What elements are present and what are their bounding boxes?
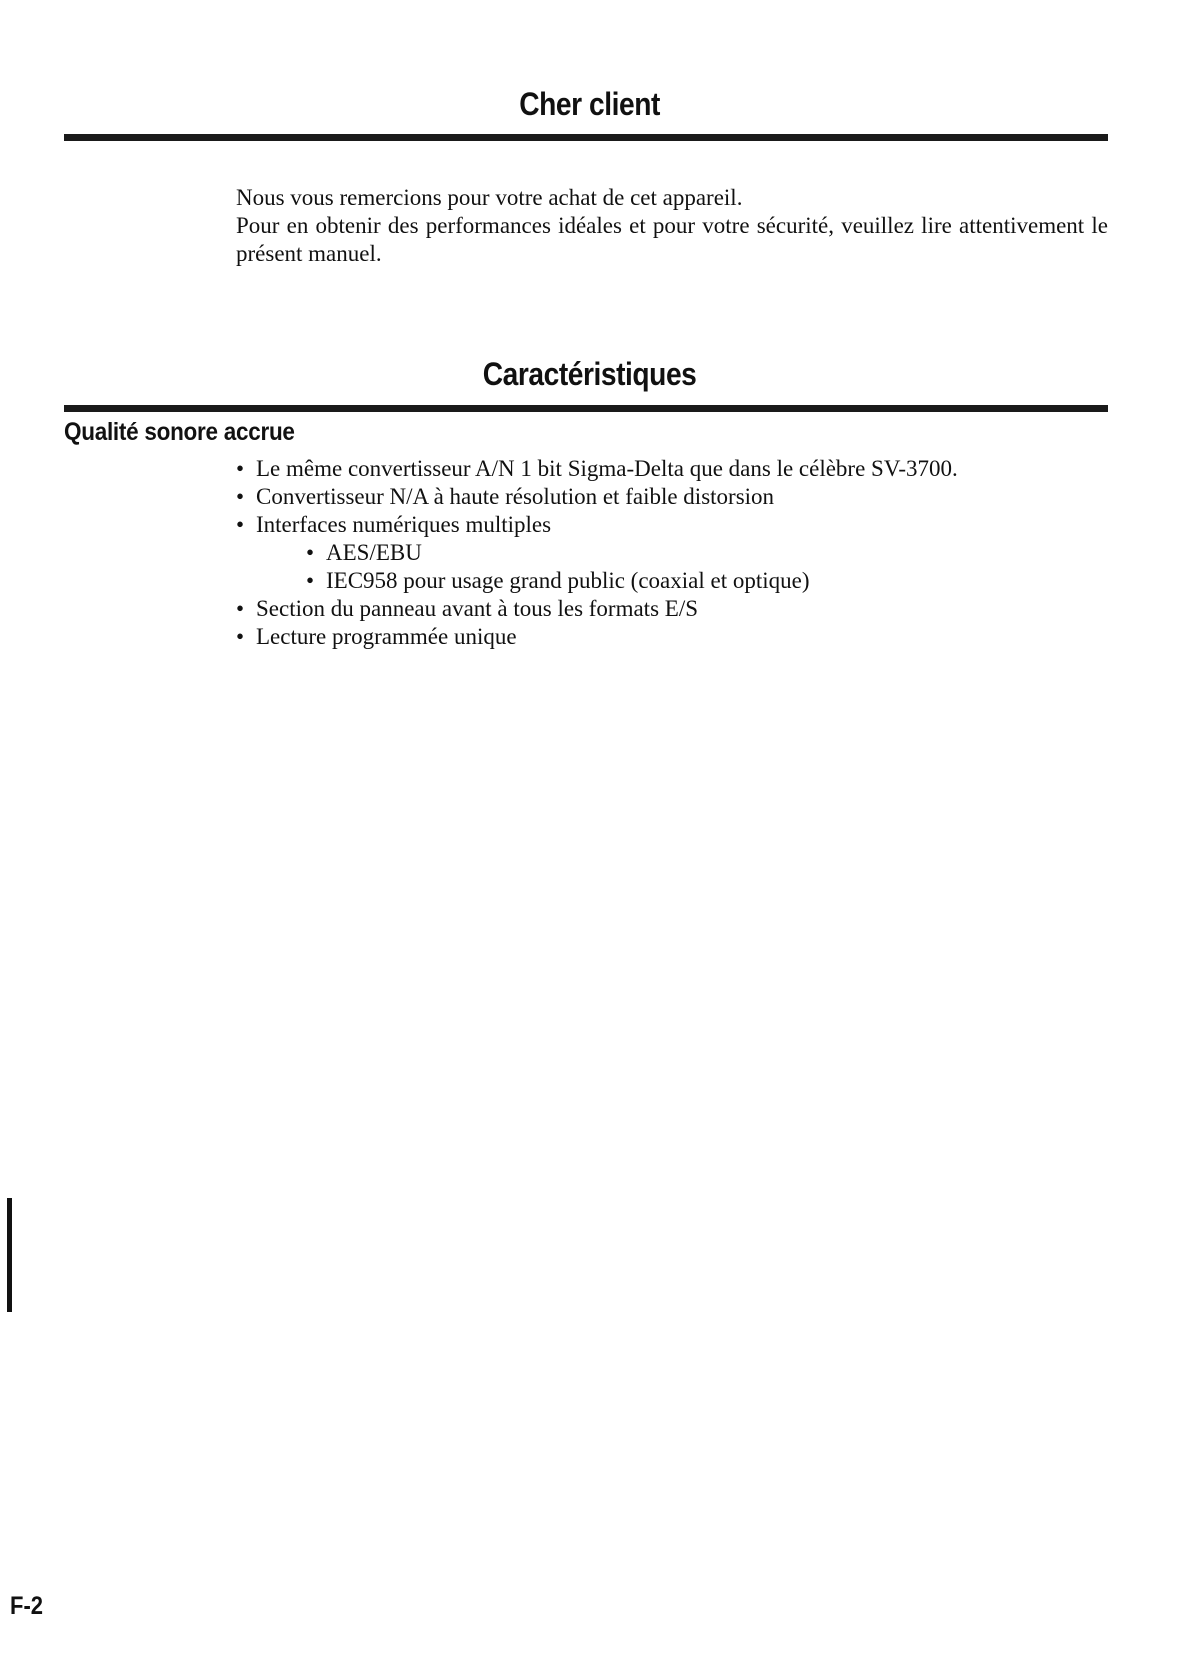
section-title-greeting: Cher client [519,86,660,122]
list-item: • Section du panneau avant à tous les formats E/S [236,595,1116,623]
list-item: • Convertisseur N/A à haute résolution et faible distorsion [236,483,1116,511]
list-item: • IEC958 pour usage grand public (coaxial et optique) [306,567,1116,595]
list-item [236,511,1116,595]
section-divider [64,405,1108,412]
page-number: F-2 [10,1592,43,1620]
sub-feature-list [256,539,1116,595]
list-item: • AES/EBU [306,539,1116,567]
section-divider [64,134,1108,141]
feature-list [236,455,1116,651]
section-title-features: Caractéristiques [482,356,697,392]
intro-paragraph: Nous vous remercions pour votre achat de cet appareil. [236,185,743,210]
list-item: • Lecture programmée unique [236,623,1116,651]
margin-marker-bar [7,1198,12,1312]
intro-text [236,184,1108,268]
subsection-title: Qualité sonore accrue [64,418,295,446]
list-item-label: Interfaces numériques multiples [256,512,552,537]
intro-paragraph: Pour en obtenir des performances idéales et pour votre sécurité, veuillez lire attentivement le présent manuel. [236,213,1108,266]
list-item: • Le même convertisseur A/N 1 bit Sigma-Delta que dans le célèbre SV-3700. [236,455,1116,483]
